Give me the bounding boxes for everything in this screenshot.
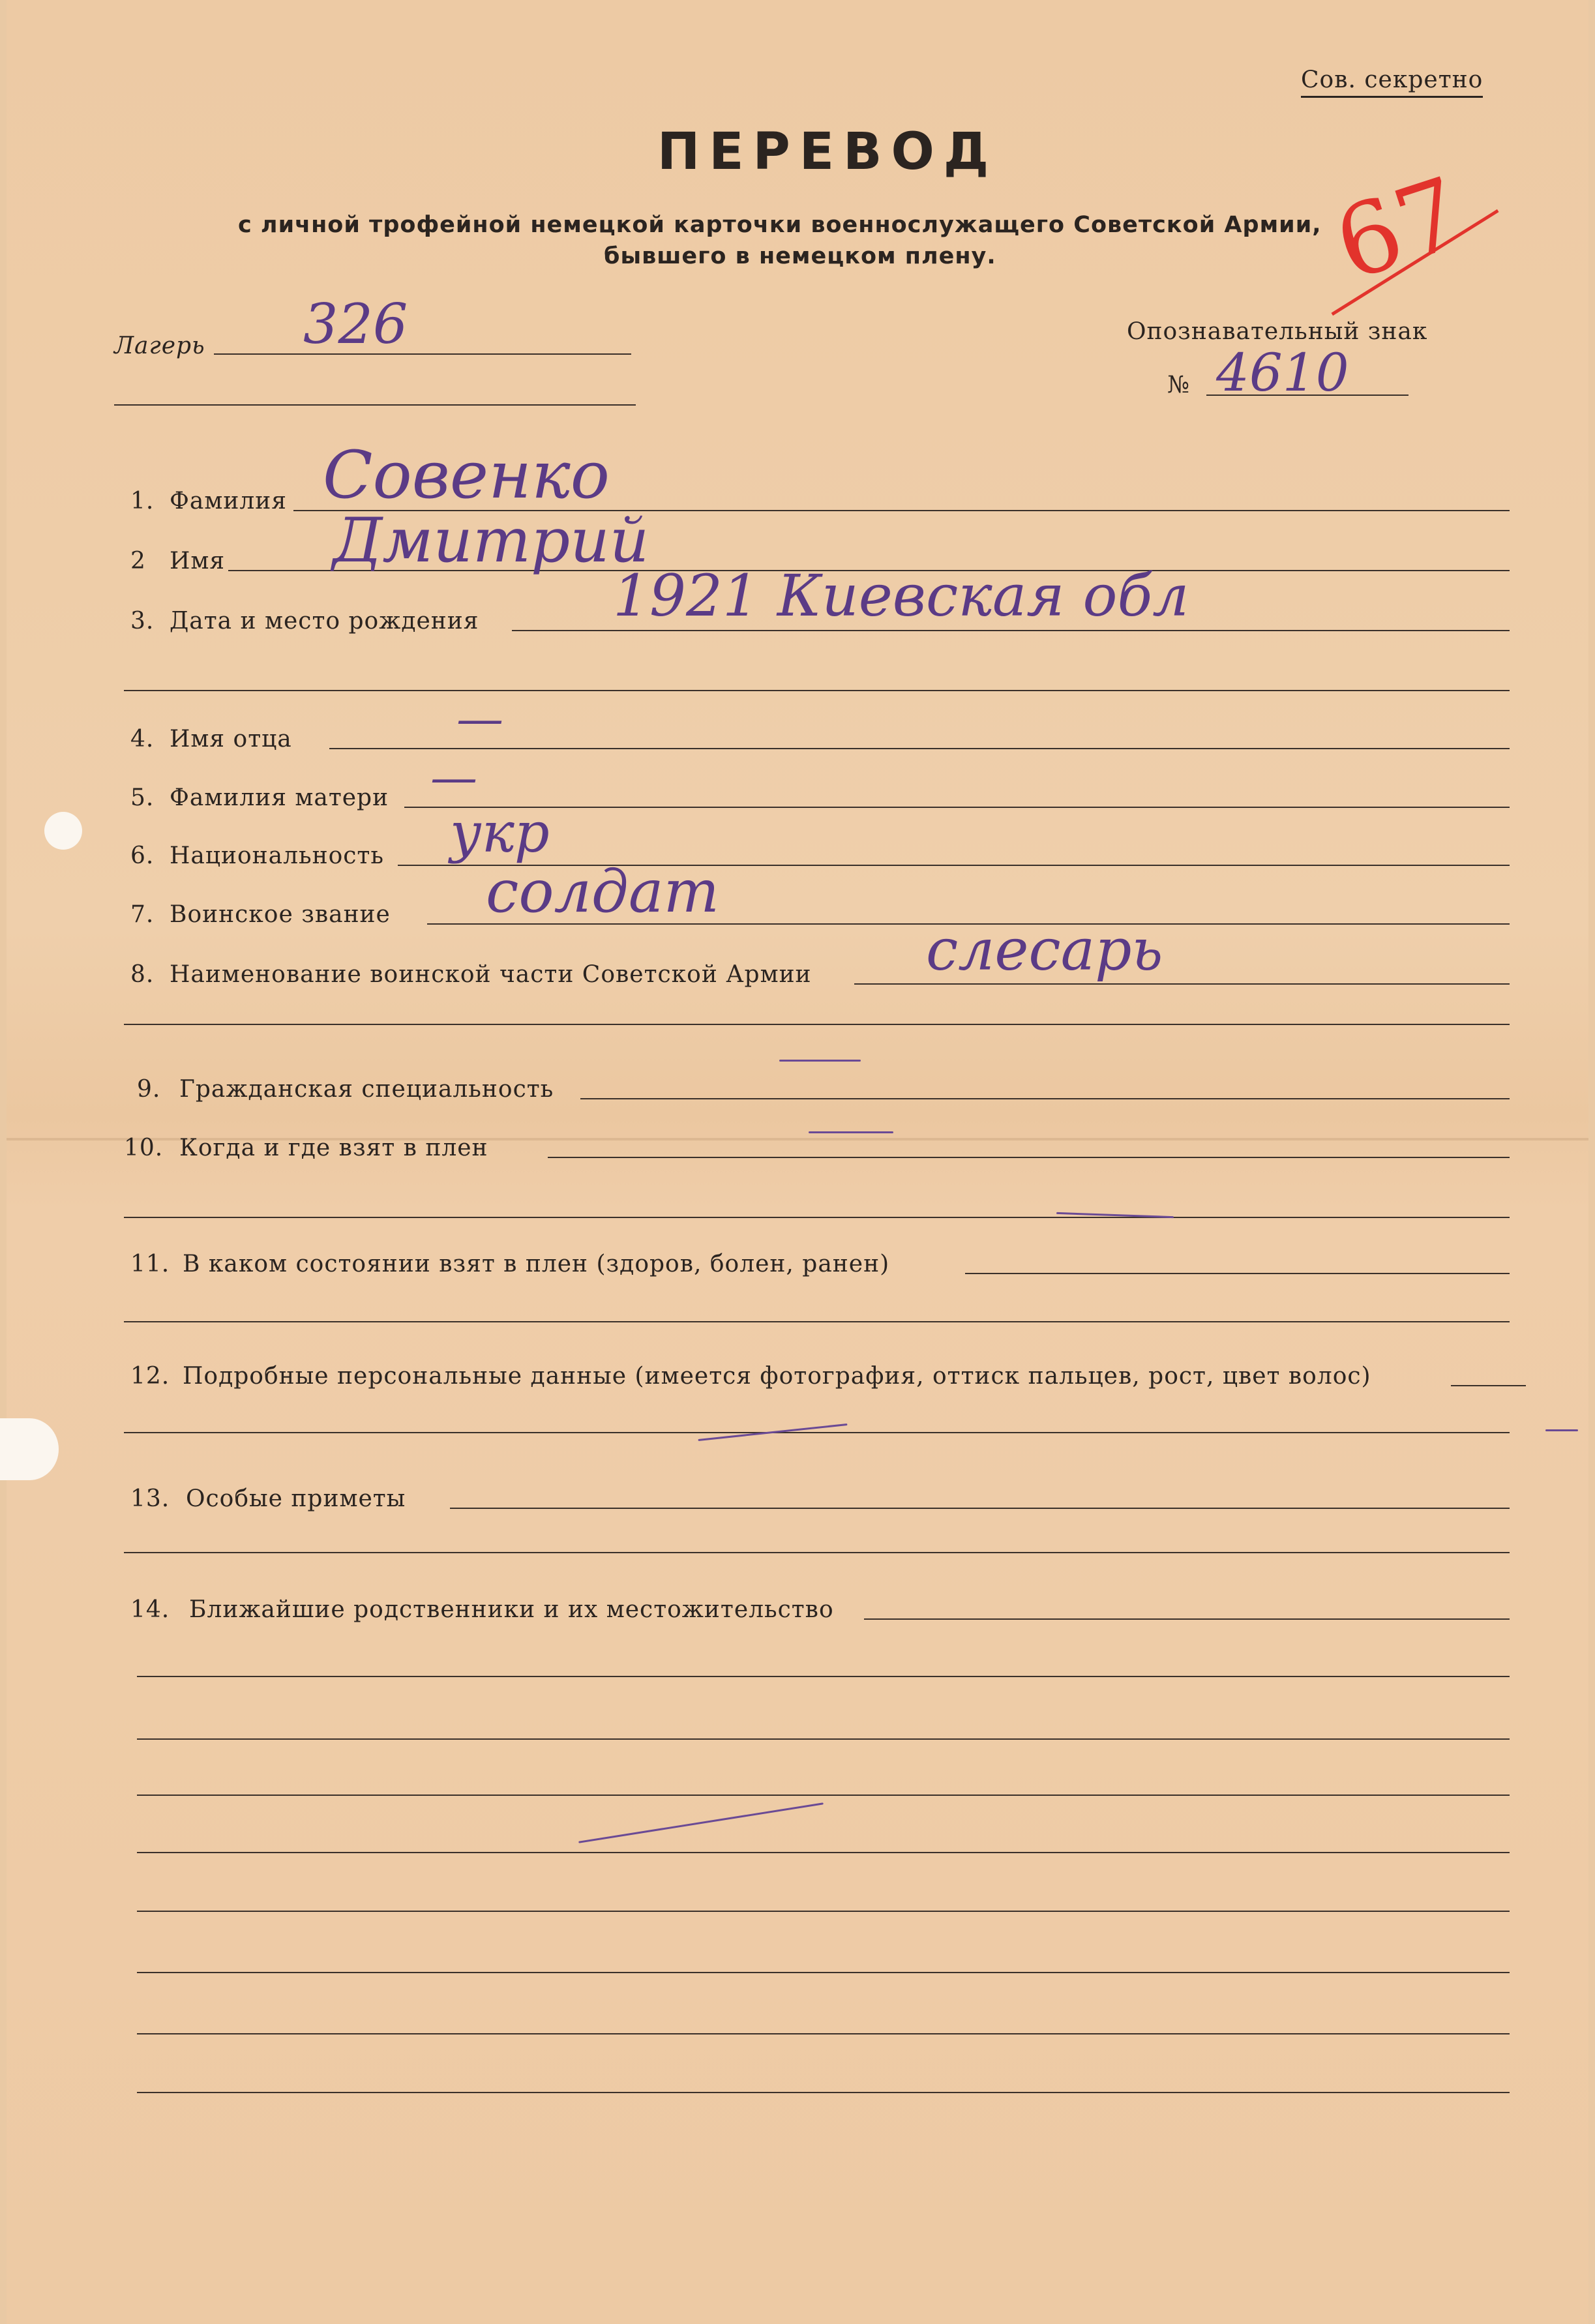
paper-tear [0,1418,59,1480]
field-13-number: 13. [130,1485,170,1512]
field-9-label: Гражданская специальность [179,1076,554,1103]
field-6-number: 6. [130,842,155,869]
classification-stamp: Сов. секретно [1301,67,1483,98]
field-10-underline [548,1157,1510,1158]
punch-hole [44,812,82,850]
field-1-number: 1. [130,488,155,514]
field-3-label: Дата и место рождения [170,608,479,634]
camp-value: 326 [303,292,408,356]
field-1-label: Фамилия [170,488,287,514]
field-3-underline-2 [124,690,1510,691]
id-mark-value: 4610 [1216,342,1349,403]
field-10-underline-2 [124,1217,1510,1218]
field-9-number: 9. [137,1076,161,1103]
field-8-value: слесарь [926,916,1163,983]
field-13-underline [450,1508,1510,1509]
field-10-number: 10. [124,1135,164,1161]
field-14-number: 14. [130,1596,170,1623]
field-2-label: Имя [170,548,226,574]
field-4-underline [329,748,1510,749]
field-12-number: 12. [130,1363,170,1390]
field-4-number: 4. [130,726,155,752]
field-11-underline [965,1273,1510,1274]
field-7-label: Воинское звание [170,901,391,928]
field-3-number: 3. [130,608,155,634]
field-6-label: Национальность [170,842,384,869]
field-2-value: Дмитрий [333,505,649,576]
field-5-value: — [430,750,477,805]
field-6-value: укр [450,801,550,865]
field-8-number: 8. [130,961,155,988]
field-4-label: Имя отца [170,726,292,752]
field-11-underline-2 [124,1321,1510,1322]
field-14-underline-5 [137,1852,1510,1853]
field-5-label: Фамилия матери [170,784,389,811]
document-page [7,0,1588,2324]
field-11-number: 11. [130,1251,170,1277]
field-4-value: — [456,691,503,746]
camp-label: Лагерь [114,333,205,359]
subtitle-line-1: с личной трофейной немецкой карточки военнослужащего Советской Армии, [238,212,1322,238]
field-3-value: 1921 Киевская обл [613,562,1189,629]
field-14-underline-8 [137,2033,1510,2034]
field-9-dash-mark [779,1060,861,1062]
camp-underline-2 [114,404,636,406]
field-10-label: Когда и где взят в плен [179,1135,488,1161]
field-9-underline [580,1098,1510,1099]
field-12-underline-2 [124,1432,1510,1433]
field-14-underline-9 [137,2092,1510,2093]
field-14-underline-4 [137,1795,1510,1796]
field-5-underline [404,807,1510,808]
field-14-dash-mark [578,1802,824,1843]
field-13-label: Особые приметы [186,1485,406,1512]
field-14-underline-3 [137,1738,1510,1740]
field-13-underline-2 [124,1552,1510,1553]
field-3-underline [512,630,1510,631]
id-mark-number-prefix: № [1167,372,1191,398]
field-2-number: 2 [130,548,146,574]
field-12-label: Подробные персональные данные (имеется фотография, оттиск пальцев, рост, цвет волос) [183,1363,1371,1390]
document-title: ПЕРЕВОД [657,123,998,181]
field-12-underline [1451,1385,1526,1386]
field-8-underline [854,983,1510,985]
field-7-number: 7. [130,901,155,928]
subtitle-line-2: бывшего в немецком плену. [604,243,996,269]
field-14-underline-6 [137,1911,1510,1912]
field-8-label: Наименование воинской части Советской Армии [170,961,812,988]
field-5-number: 5. [130,784,155,811]
field-14-label: Ближайшие родственники и их местожительство [189,1596,834,1623]
field-14-underline-7 [137,1972,1510,1973]
camp-underline [214,353,631,355]
field-11-label: В каком состоянии взят в плен (здоров, болен, ранен) [183,1251,890,1277]
field-8-underline-2 [124,1024,1510,1025]
id-mark-label: Опознавательный знак [1127,318,1428,345]
field-10-dash-mark [809,1131,893,1133]
field-12-dash-mark-2 [1545,1429,1578,1431]
field-7-value: солдат [486,857,719,926]
field-14-underline [864,1618,1510,1620]
red-handwritten-number: 67 [1322,156,1476,303]
field-14-underline-2 [137,1676,1510,1677]
field-1-value: Совенко [323,437,610,513]
